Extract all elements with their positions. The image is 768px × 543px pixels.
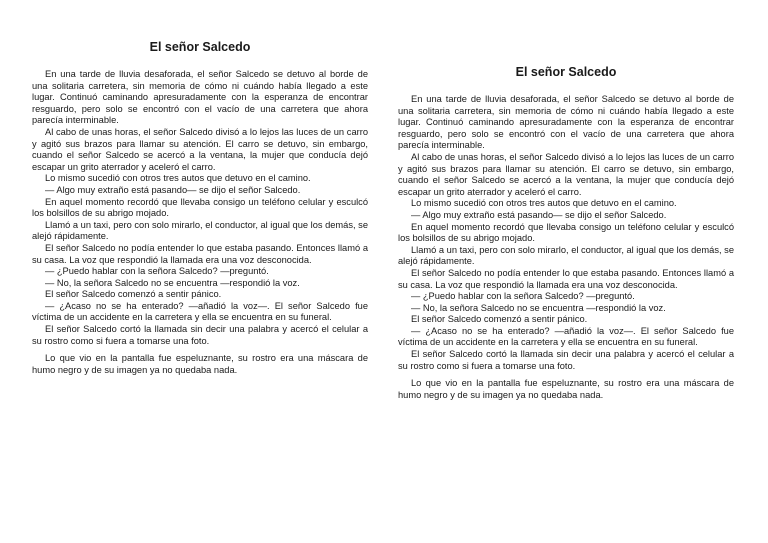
dialogue-line: — Algo muy extraño está pasando— se dijo el señor Salcedo. xyxy=(45,184,301,195)
dialogue-line: — ¿Puedo hablar con la señora Salcedo? —preguntó. xyxy=(411,291,635,302)
paragraph: En aquel momento recordó que llevaba consigo un teléfono celular y esculcó los bolsillos de su abrigo mojado. xyxy=(398,221,734,244)
dialogue-line: — ¿Acaso no se ha enterado? —añadió la voz—. El señor Salcedo fue víctima de un accidente en la carretera y ella se encuentra en su funeral. xyxy=(32,300,368,323)
closing-paragraph: Lo que vio en la pantalla fue espeluznante, su rostro era una máscara de humo negro y de su imagen ya no quedaba nada. xyxy=(398,378,734,400)
page-left xyxy=(32,40,368,376)
dialogue-line: — No, la señora Salcedo no se encuentra —respondió la voz. xyxy=(45,277,300,288)
page-title: El señor Salcedo xyxy=(149,40,251,54)
paragraph: Lo mismo sucedió con otros tres autos que detuvo en el camino. xyxy=(411,198,677,209)
story-body xyxy=(32,69,368,376)
paragraph: El señor Salcedo no podía entender lo que estaba pasando. Entonces llamó a su casa. La voz que respondió la llamada era una voz desconocida. xyxy=(398,267,734,290)
paragraph: El señor Salcedo comenzó a sentir pánico. xyxy=(411,314,588,325)
paragraph: En una tarde de lluvia desaforada, el señor Salcedo se detuvo al borde de una solitaria carretera, sin memoria de cómo ni cuándo había llegado a este lugar. Continuó caminando apresuradamente con la esperanza de encontrar resguardo, pero solo se encontró con el vacío de una carretera que ahora parecía interminable. xyxy=(32,69,368,126)
paragraph: Al cabo de unas horas, el señor Salcedo divisó a lo lejos las luces de un carro y agitó sus brazos para llamar su atención. El carro se detuvo, sin embargo, cuando el señor Salcedo se acercó a la ventana, la mujer que conducía dejó escapar un grito aterrador y aceleró el carro. xyxy=(398,151,734,197)
page-title: El señor Salcedo xyxy=(515,65,617,79)
paragraph: El señor Salcedo cortó la llamada sin decir una palabra y acercó el celular a su rostro como si fuera a tomarse una foto. xyxy=(32,324,368,346)
story-body xyxy=(398,94,734,401)
dialogue-line: — Algo muy extraño está pasando— se dijo el señor Salcedo. xyxy=(411,209,667,220)
paragraph: El señor Salcedo cortó la llamada sin decir una palabra y acercó el celular a su rostro como si fuera a tomarse una foto. xyxy=(398,349,734,371)
page-right xyxy=(398,65,734,401)
paragraph: Al cabo de unas horas, el señor Salcedo divisó a lo lejos las luces de un carro y agitó sus brazos para llamar su atención. El carro se detuvo, sin embargo, cuando el señor Salcedo se acercó a la ventana, la mujer que conducía dejó escapar un grito aterrador y aceleró el carro. xyxy=(32,126,368,172)
paragraph: En una tarde de lluvia desaforada, el señor Salcedo se detuvo al borde de una solitaria carretera, sin memoria de cómo ni cuándo había llegado a este lugar. Continuó caminando apresuradamente con la esperanza de encontrar resguardo, pero solo se encontró con el vacío de una carretera que ahora parecía interminable. xyxy=(398,94,734,151)
paragraph: Llamó a un taxi, pero con solo mirarlo, el conductor, al igual que los demás, se alejó rápidamente. xyxy=(32,219,368,242)
closing-paragraph: Lo que vio en la pantalla fue espeluznante, su rostro era una máscara de humo negro y de su imagen ya no quedaba nada. xyxy=(32,353,368,375)
dialogue-line: — ¿Acaso no se ha enterado? —añadió la voz—. El señor Salcedo fue víctima de un accidente en la carretera y ella se encuentra en su funeral. xyxy=(398,325,734,348)
paragraph: Lo mismo sucedió con otros tres autos que detuvo en el camino. xyxy=(45,173,311,184)
paragraph: Llamó a un taxi, pero con solo mirarlo, el conductor, al igual que los demás, se alejó rápidamente. xyxy=(398,244,734,267)
paragraph: El señor Salcedo comenzó a sentir pánico. xyxy=(45,289,222,300)
paragraph: El señor Salcedo no podía entender lo que estaba pasando. Entonces llamó a su casa. La voz que respondió la llamada era una voz desconocida. xyxy=(32,242,368,265)
dialogue-line: — ¿Puedo hablar con la señora Salcedo? —preguntó. xyxy=(45,266,269,277)
paragraph: En aquel momento recordó que llevaba consigo un teléfono celular y esculcó los bolsillos de su abrigo mojado. xyxy=(32,196,368,219)
dialogue-line: — No, la señora Salcedo no se encuentra —respondió la voz. xyxy=(411,302,666,313)
